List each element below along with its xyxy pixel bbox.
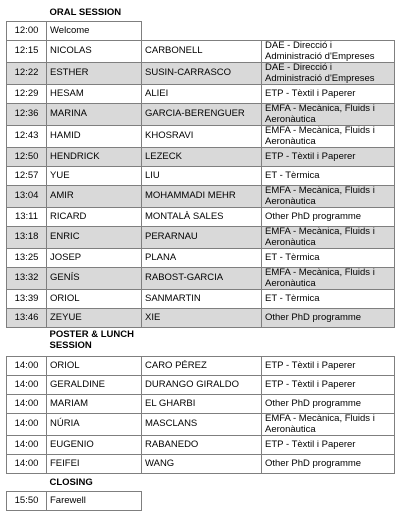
time-cell: 13:46 [7, 309, 47, 328]
last-name-cell: CARBONELL [142, 41, 262, 63]
last-name-cell: SUSIN-CARRASCO [142, 63, 262, 85]
time-cell: 14:00 [7, 395, 47, 414]
section-title: CLOSING [49, 477, 93, 489]
table-row [7, 104, 395, 126]
last-name-cell: CARO PÉREZ [142, 357, 262, 376]
time-cell: 15:50 [7, 492, 47, 511]
table-row [7, 126, 395, 148]
empty-cell [142, 492, 395, 511]
first-name-cell: ESTHER [47, 63, 142, 85]
table-row [7, 186, 395, 208]
first-name-cell: HENDRICK [47, 148, 142, 167]
time-cell: 14:00 [7, 414, 47, 436]
first-name-cell: GERALDINE [47, 376, 142, 395]
time-cell: 13:39 [7, 290, 47, 309]
last-name-cell: PLANA [142, 249, 262, 268]
table-row [7, 357, 395, 376]
last-name-cell: PERARNAU [142, 227, 262, 249]
programme-cell: EMFA - Mecànica, Fluids i Aeronàutica [262, 268, 395, 290]
table-row [7, 22, 395, 41]
last-name-cell: GARCIA-BERENGUER [142, 104, 262, 126]
last-name-cell: MOHAMMADI MEHR [142, 186, 262, 208]
first-name-cell: MARINA [47, 104, 142, 126]
time-cell: 12:36 [7, 104, 47, 126]
table-row [7, 268, 395, 290]
table-row [7, 227, 395, 249]
last-name-cell: RABANEDO [142, 436, 262, 455]
programme-cell: Other PhD programme [262, 455, 395, 474]
empty-cell [142, 22, 395, 41]
table-row [7, 208, 395, 227]
last-name-cell: WANG [142, 455, 262, 474]
programme-cell: Other PhD programme [262, 208, 395, 227]
section-header [7, 328, 395, 357]
table-row [7, 309, 395, 328]
section-header [7, 4, 395, 22]
section-title: ORAL SESSION [49, 7, 122, 19]
last-name-cell: LEZECK [142, 148, 262, 167]
table-row [7, 85, 395, 104]
programme-cell: ETP - Tèxtil i Paperer [262, 85, 395, 104]
programme-cell: ETP - Tèxtil i Paperer [262, 357, 395, 376]
table-row [7, 436, 395, 455]
first-name-cell: ORIOL [47, 290, 142, 309]
programme-cell: ETP - Tèxtil i Paperer [262, 436, 395, 455]
section-spacer [7, 4, 47, 22]
time-cell: 12:15 [7, 41, 47, 63]
section-title: POSTER & LUNCH SESSION [49, 329, 134, 351]
first-name-cell: JOSEP [47, 249, 142, 268]
time-cell: 14:00 [7, 376, 47, 395]
time-cell: 13:32 [7, 268, 47, 290]
time-cell: 14:00 [7, 436, 47, 455]
time-cell: 12:00 [7, 22, 47, 41]
event-cell: Farewell [47, 492, 142, 511]
table-row [7, 492, 395, 511]
last-name-cell: LIU [142, 167, 262, 186]
table-row [7, 455, 395, 474]
programme-cell: ETP - Tèxtil i Paperer [262, 376, 395, 395]
first-name-cell: EUGENIO [47, 436, 142, 455]
time-cell: 14:00 [7, 455, 47, 474]
section-spacer [142, 4, 395, 22]
time-cell: 12:22 [7, 63, 47, 85]
last-name-cell: EL GHARBI [142, 395, 262, 414]
first-name-cell: YUE [47, 167, 142, 186]
programme-cell: Other PhD programme [262, 395, 395, 414]
programme-cell: ETP - Tèxtil i Paperer [262, 148, 395, 167]
last-name-cell: DURANGO GIRALDO [142, 376, 262, 395]
time-cell: 12:57 [7, 167, 47, 186]
table-row [7, 167, 395, 186]
first-name-cell: RICARD [47, 208, 142, 227]
programme-cell: EMFA - Mecànica, Fluids i Aeronàutica [262, 186, 395, 208]
time-cell: 13:04 [7, 186, 47, 208]
programme-cell: EMFA - Mecànica, Fluids i Aeronàutica [262, 414, 395, 436]
table-row [7, 249, 395, 268]
last-name-cell: ALIEI [142, 85, 262, 104]
first-name-cell: NÚRIA [47, 414, 142, 436]
first-name-cell: ORIOL [47, 357, 142, 376]
first-name-cell: HAMID [47, 126, 142, 148]
section-spacer [7, 328, 47, 357]
first-name-cell: NICOLAS [47, 41, 142, 63]
time-cell: 13:18 [7, 227, 47, 249]
first-name-cell: AMIR [47, 186, 142, 208]
first-name-cell: ENRIC [47, 227, 142, 249]
table-row [7, 41, 395, 63]
first-name-cell: MARIAM [47, 395, 142, 414]
last-name-cell: SANMARTIN [142, 290, 262, 309]
first-name-cell: HESAM [47, 85, 142, 104]
time-cell: 12:43 [7, 126, 47, 148]
time-cell: 12:50 [7, 148, 47, 167]
table-row [7, 63, 395, 85]
programme-cell: EMFA - Mecànica, Fluids i Aeronàutica [262, 227, 395, 249]
programme-cell: DAE - Direcció i Administració d'Empreses [262, 41, 395, 63]
schedule-table [6, 4, 395, 511]
table-row [7, 414, 395, 436]
programme-cell: DAE - Direcció i Administració d'Empreses [262, 63, 395, 85]
time-cell: 12:29 [7, 85, 47, 104]
programme-cell: EMFA - Mecànica, Fluids i Aeronàutica [262, 104, 395, 126]
last-name-cell: MONTALÀ SALES [142, 208, 262, 227]
event-cell: Welcome [47, 22, 142, 41]
first-name-cell: ZEYUE [47, 309, 142, 328]
table-row [7, 290, 395, 309]
last-name-cell: KHOSRAVI [142, 126, 262, 148]
first-name-cell: FEIFEI [47, 455, 142, 474]
last-name-cell: RABOST-GARCIA [142, 268, 262, 290]
time-cell: 13:11 [7, 208, 47, 227]
table-row [7, 376, 395, 395]
programme-cell: ET - Tèrmica [262, 249, 395, 268]
programme-cell: EMFA - Mecànica, Fluids i Aeronàutica [262, 126, 395, 148]
last-name-cell: MASCLANS [142, 414, 262, 436]
table-row [7, 395, 395, 414]
section-spacer [142, 328, 395, 357]
time-cell: 13:25 [7, 249, 47, 268]
table-row [7, 148, 395, 167]
first-name-cell: GENÍS [47, 268, 142, 290]
last-name-cell: XIE [142, 309, 262, 328]
schedule-body [7, 4, 395, 511]
time-cell: 14:00 [7, 357, 47, 376]
programme-cell: ET - Tèrmica [262, 167, 395, 186]
programme-cell: ET - Tèrmica [262, 290, 395, 309]
programme-cell: Other PhD programme [262, 309, 395, 328]
